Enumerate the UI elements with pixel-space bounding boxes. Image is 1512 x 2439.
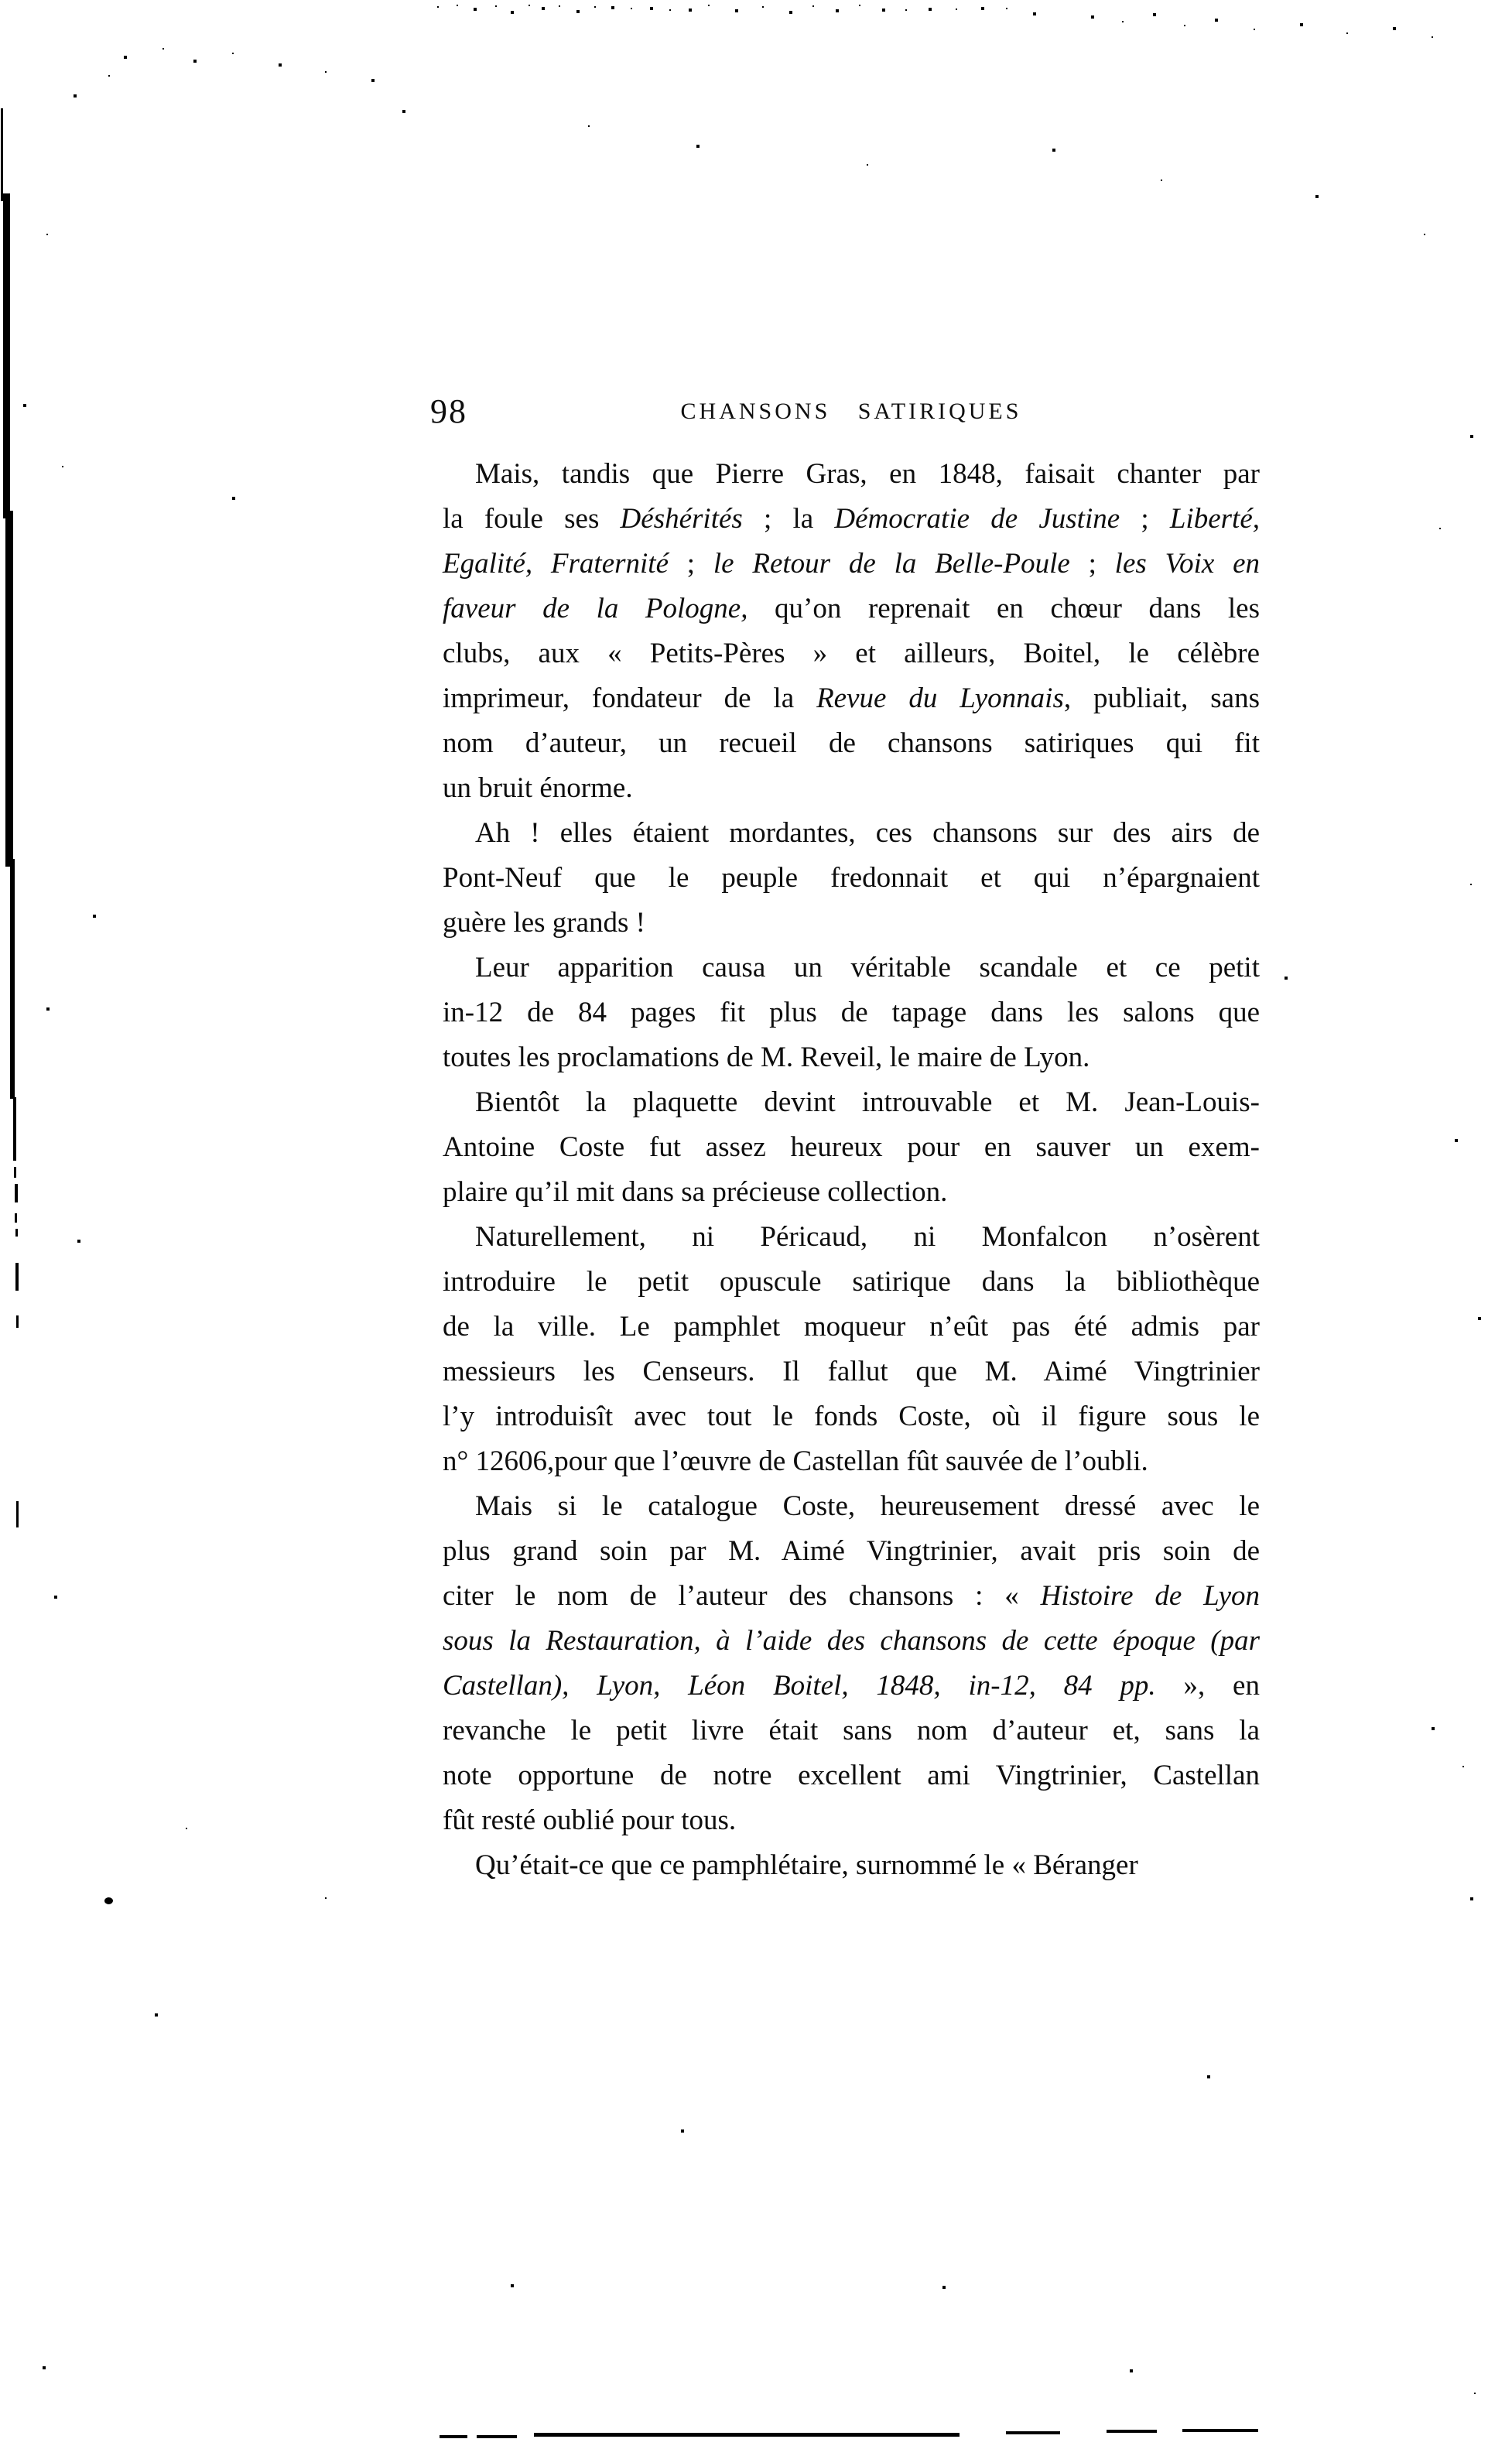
scan-edge-line-segment <box>15 1213 17 1223</box>
scan-bottom-line-segment <box>1182 2429 1258 2432</box>
text-line: in-12 de 84 pages fit plus de tapage dans les salons que <box>443 997 1260 1028</box>
text-line: l’y introduisît avec tout le fonds Coste, où il figure sous le <box>443 1401 1260 1432</box>
text-line: un bruit énorme. <box>443 772 633 804</box>
text-line: nom d’auteur, un recueil de chansons satiriques qui fit <box>443 727 1260 759</box>
text-line: n° 12606,pour que l’œuvre de Castellan fût sauvée de l’oubli. <box>443 1445 1148 1477</box>
text-line: citer le nom de l’auteur des chansons : « Histoire de Lyon <box>443 1580 1261 1612</box>
running-title: CHANSONS SATIRIQUES <box>680 399 1022 424</box>
text-line: clubs, aux « Petits-Pères » et ailleurs, Boitel, le célèbre <box>443 638 1260 669</box>
paragraph <box>443 1484 1260 1843</box>
text-line: note opportune de notre excellent ami Vingtrinier, Castellan <box>443 1760 1260 1791</box>
scan-bottom-line-segment <box>1006 2431 1060 2434</box>
scan-bottom-line-segment <box>1107 2430 1157 2433</box>
text-line: Naturellement, ni Péricaud, ni Monfalcon n’osèrent <box>475 1221 1260 1253</box>
text-line: imprimeur, fondateur de la Revue du Lyonnais, publiait, sans <box>443 682 1260 714</box>
text-line: guère les grands ! <box>443 907 645 939</box>
text-line: faveur de la Pologne, qu’on reprenait en chœur dans les <box>443 593 1260 624</box>
paragraph <box>443 1215 1260 1484</box>
text-line: revanche le petit livre était sans nom d’auteur et, sans la <box>443 1715 1260 1746</box>
ink-dot <box>104 1897 113 1904</box>
scan-bottom-line-segment <box>477 2435 517 2438</box>
text-line: Leur apparition causa un véritable scandale et ce petit <box>475 952 1260 983</box>
text-line: Mais, tandis que Pierre Gras, en 1848, faisait chanter par <box>475 458 1260 490</box>
scan-edge-line-segment <box>14 1167 16 1178</box>
text-line: Pont-Neuf que le peuple fredonnait et qui n’épargnaient <box>443 862 1260 894</box>
text-line: messieurs les Censeurs. Il fallut que M. Aimé Vingtrinier <box>443 1356 1260 1387</box>
scan-edge-line-segment <box>10 859 15 1099</box>
paragraph <box>443 452 1260 811</box>
scan-edge-line-segment <box>5 511 13 867</box>
scan-edge-line-segment <box>15 1184 18 1202</box>
text-line: Castellan), Lyon, Léon Boitel, 1848, in-12, 84 pp. », en <box>443 1670 1260 1702</box>
scan-edge-line-segment <box>16 1315 19 1328</box>
text-line: sous la Restauration, à l’aide des chansons de cette époque (par <box>443 1625 1260 1657</box>
scan-bottom-line-segment <box>534 2433 960 2437</box>
text-line: plaire qu’il mit dans sa précieuse collection. <box>443 1176 948 1208</box>
text-line: Qu’était-ce que ce pamphlétaire, surnommé le « Béranger <box>475 1849 1138 1881</box>
text-line: de la ville. Le pamphlet moqueur n’eût pas été admis par <box>443 1311 1260 1343</box>
text-line: Mais si le catalogue Coste, heureusement dressé avec le <box>475 1490 1260 1522</box>
text-line: plus grand soin par M. Aimé Vingtrinier, avait pris soin de <box>443 1535 1260 1567</box>
scan-edge-line-segment <box>15 1229 18 1237</box>
text-line: Bientôt la plaquette devint introuvable et M. Jean-Louis- <box>475 1086 1260 1118</box>
text-line: introduire le petit opuscule satirique dans la bibliothèque <box>443 1266 1260 1298</box>
text-line: Antoine Coste fut assez heureux pour en sauver un exem- <box>443 1131 1260 1163</box>
paragraph <box>443 1080 1260 1215</box>
scan-bottom-line-segment <box>440 2435 467 2438</box>
scan-edge-line-segment <box>1 108 3 201</box>
scan-edge-line-segment <box>15 1263 19 1291</box>
text-line: fût resté oublié pour tous. <box>443 1804 737 1836</box>
scan-edge-line-segment <box>3 193 10 518</box>
text-line: Ah ! elles étaient mordantes, ces chansons sur des airs de <box>475 817 1260 849</box>
paragraph <box>443 946 1260 1080</box>
paragraph <box>443 811 1260 946</box>
scan-speckles <box>0 0 2 2</box>
text-line: toutes les proclamations de M. Reveil, le maire de Lyon. <box>443 1042 1090 1073</box>
text-line: Egalité, Fraternité ; le Retour de la Belle-Poule ; les Voix en <box>443 548 1260 580</box>
paragraph <box>443 1843 1260 1888</box>
scan-edge-line-segment <box>13 1097 16 1161</box>
text-line: la foule ses Déshérités ; la Démocratie de Justine ; Liberté, <box>443 503 1260 535</box>
scan-edge-line-segment <box>16 1501 19 1527</box>
body-text <box>443 452 1260 1888</box>
page-number: 98 <box>430 392 467 430</box>
